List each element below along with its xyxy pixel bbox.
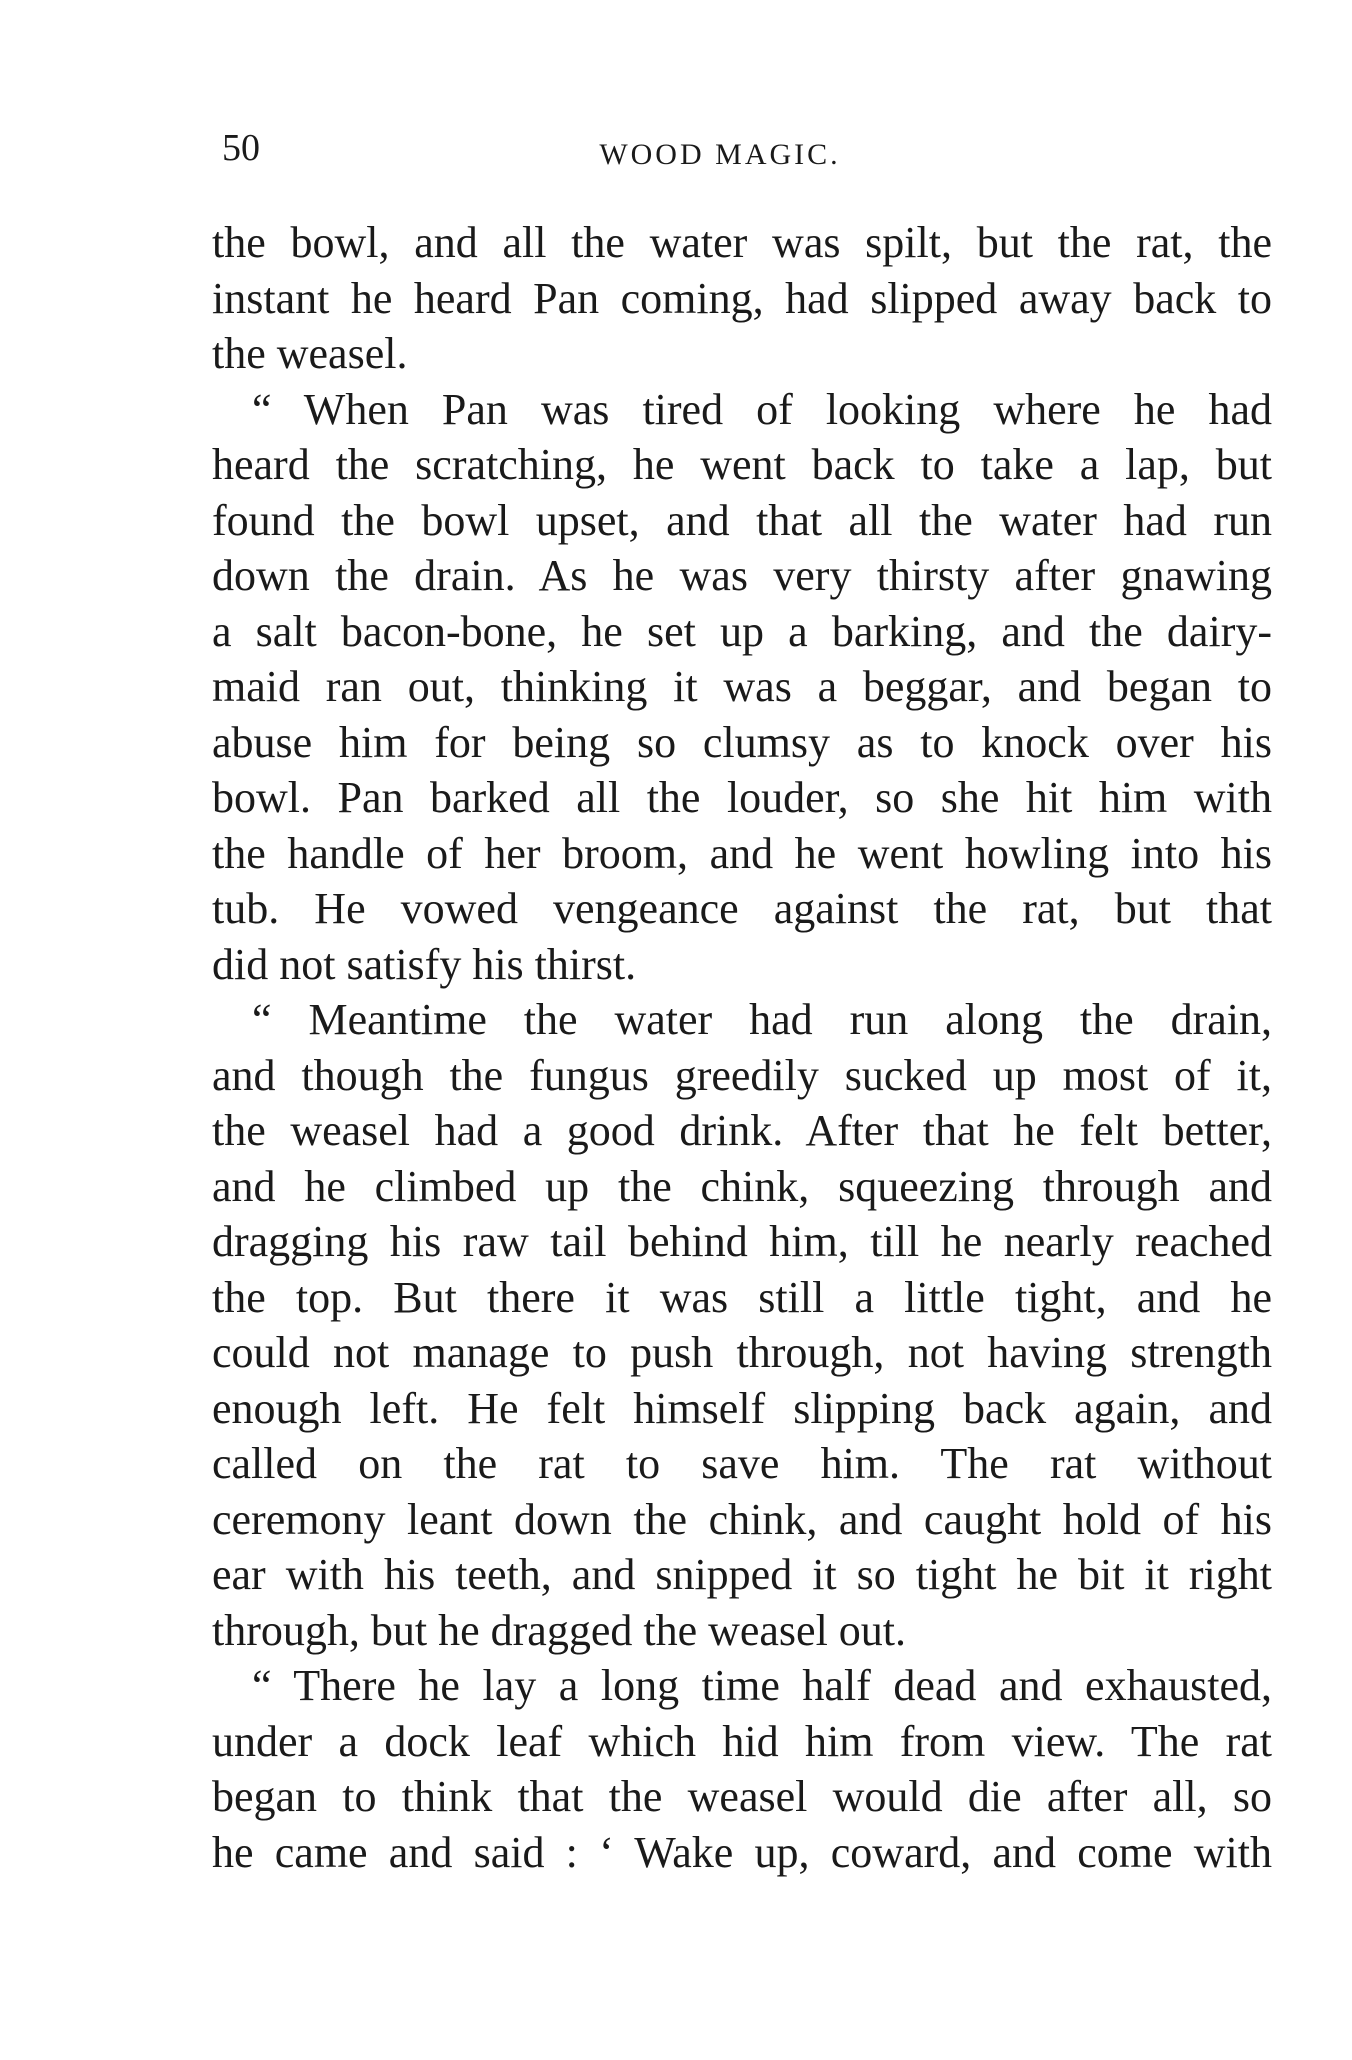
text-line: ceremony leant down the chink, and caught hold of his [212,1494,1272,1544]
text-line: bowl. Pan barked all the louder, so she hit him with [212,773,1272,822]
text-line: enough left. He felt himself slipping back again, and [212,1383,1272,1433]
text-line: dragging his raw tail behind him, till he nearly reached [212,1217,1272,1266]
text-line: maid ran out, thinking it was a beggar, and began to [212,662,1272,711]
text-line: under a dock leaf which hid him from view. The rat [212,1716,1272,1766]
text-line: “ When Pan was tired of looking where he had [252,384,1272,434]
text-line: found the bowl upset, and that all the water had run [212,495,1272,545]
text-line: began to think that the weasel would die after all, so [212,1772,1272,1821]
text-line: instant he heard Pan coming, had slipped away back to [212,273,1272,323]
text-line: abuse him for being so clumsy as to knock over his [212,717,1272,767]
body-text [212,215,1272,1880]
text-line: did not satisfy his thirst. [212,939,637,989]
text-line: through, but he dragged the weasel out. [212,1605,907,1655]
text-line: the weasel. [212,329,408,378]
running-title: WOOD MAGIC. [599,138,841,171]
text-line: the handle of her broom, and he went howling into his [212,828,1272,878]
text-line: heard the scratching, he went back to take a lap, but [212,440,1272,489]
text-line: the top. But there it was still a little tight, and he [212,1272,1272,1322]
text-line: a salt bacon-bone, he set up a barking, and the dairy- [212,606,1272,656]
text-line: tub. He vowed vengeance against the rat, but that [212,884,1272,933]
text-line: could not manage to push through, not having strength [212,1328,1272,1377]
text-line: and he climbed up the chink, squeezing through and [212,1161,1272,1211]
page-number: 50 [222,127,260,169]
text-line: “ Meantime the water had run along the drain, [252,995,1272,1044]
text-line: the weasel had a good drink. After that he felt better, [212,1106,1272,1155]
text-line: he came and said : ‘ Wake up, coward, and come with [212,1827,1272,1877]
text-line: down the drain. As he was very thirsty after gnawing [212,551,1272,600]
text-line: ear with his teeth, and snipped it so tight he bit it right [212,1550,1272,1599]
text-line: the bowl, and all the water was spilt, but the rat, the [212,218,1272,267]
text-line: “ There he lay a long time half dead and exhausted, [252,1661,1272,1710]
text-line: called on the rat to save him. The rat without [212,1439,1272,1488]
text-line: and though the fungus greedily sucked up most of it, [212,1050,1272,1100]
